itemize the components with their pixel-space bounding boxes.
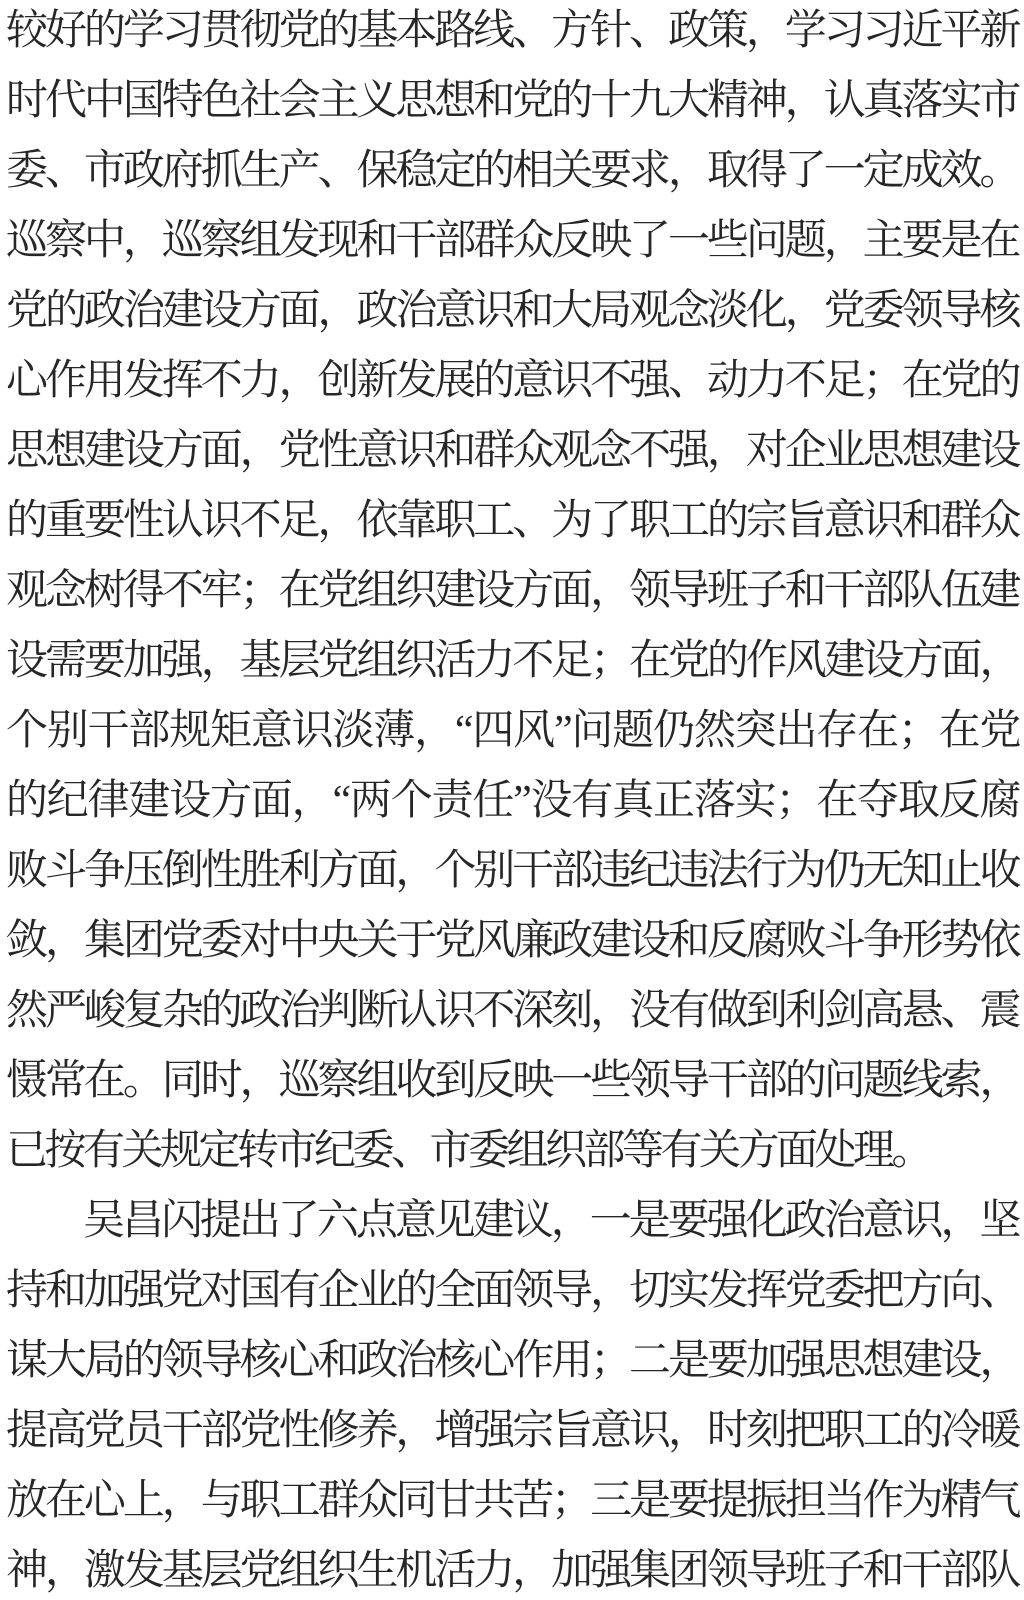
text-line: 个别干部规矩意识淡薄，“四风”问题仍然突出存在；在党 [6,708,1018,754]
text-line: 的纪律建设方面，“两个责任”没有真正落实；在夺取反腐 [6,778,1018,824]
text-line-paragraph-end: 已按有关规定转市纪委、市委组织部等有关方面处理。 [6,1128,931,1174]
text-line: 败斗争压倒性胜利方面，个别干部违纪违法行为仍无知止收 [6,848,1018,894]
paragraph-six-suggestions [6,1186,1018,1600]
text-line: 然严峻复杂的政治判断认识不深刻，没有做到利剑高悬、震 [6,988,1018,1034]
text-line: 思想建设方面，党性意识和群众观念不强，对企业思想建设 [6,428,1018,474]
text-line: 放在心上，与职工群众同甘共苦；三是要提振担当作为精气 [6,1478,1018,1524]
text-line: 神，激发基层党组织生机活力，加强集团领导班子和干部队 [6,1548,1018,1594]
text-line: 党的政治建设方面，政治意识和大局观念淡化，党委领导核 [6,288,1018,334]
paragraph-inspection-findings [6,0,1018,1186]
text-line: 提高党员干部党性修养，增强宗旨意识，时刻把职工的冷暖 [6,1408,1018,1454]
text-line: 持和加强党对国有企业的全面领导，切实发挥党委把方向、 [6,1268,1018,1314]
text-line: 时代中国特色社会主义思想和党的十九大精神，认真落实市 [6,78,1018,124]
text-line: 慑常在。同时，巡察组收到反映一些领导干部的问题线索， [6,1058,1018,1104]
text-line: 心作用发挥不力，创新发展的意识不强、动力不足；在党的 [6,358,1018,404]
text-line: 设需要加强，基层党组织活力不足；在党的作风建设方面， [6,638,1018,684]
text-line: 观念树得不牢；在党组织建设方面，领导班子和干部队伍建 [6,568,1018,614]
text-line: 谋大局的领导核心和政治核心作用；二是要加强思想建设， [6,1338,1018,1384]
text-line: 巡察中，巡察组发现和干部群众反映了一些问题，主要是在 [6,218,1018,264]
text-line: 敛，集团党委对中央关于党风廉政建设和反腐败斗争形势依 [6,918,1018,964]
text-line: 的重要性认识不足，依靠职工、为了职工的宗旨意识和群众 [6,498,1018,544]
text-line: 较好的学习贯彻党的基本路线、方针、政策，学习习近平新 [6,8,1018,54]
text-line-indented: 吴昌闪提出了六点意见建议，一是要强化政治意识，坚 [83,1198,1018,1244]
text-line: 委、市政府抓生产、保稳定的相关要求，取得了一定成效。 [6,148,1018,194]
